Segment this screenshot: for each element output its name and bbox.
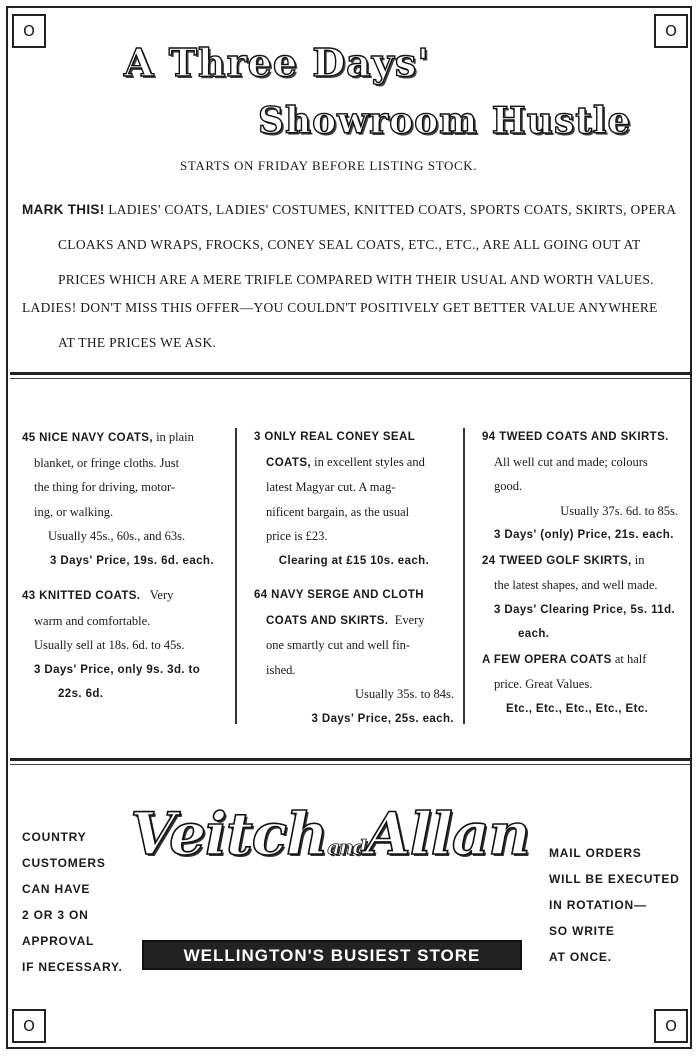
knitted-coats-price-1: 3 Days' Price, only 9s. 3d. to xyxy=(34,663,201,676)
mail-line: MAIL ORDERS xyxy=(549,846,642,860)
country-line: 2 OR 3 ON xyxy=(22,908,89,922)
mail-line: SO WRITE xyxy=(549,924,615,938)
divider-rule-bottom xyxy=(10,758,690,765)
logo-script xyxy=(125,800,535,868)
coney-coats-price: Clearing at £15 10s. each. xyxy=(278,554,430,567)
corner-ornament-bottom-left: O xyxy=(12,1009,46,1043)
country-line: CAN HAVE xyxy=(22,882,91,896)
navy-coats-heading: 45 NICE NAVY COATS, xyxy=(22,432,153,444)
coney-coats-text-1: in excellent styles and xyxy=(314,454,425,469)
ladies-paragraph xyxy=(22,290,682,360)
mail-line: WILL BE EXECUTED xyxy=(549,872,680,886)
country-line: COUNTRY xyxy=(22,830,87,844)
serge-coats-text-3: ished. xyxy=(266,662,296,677)
country-line: CUSTOMERS xyxy=(22,856,106,870)
knitted-coats-heading: 43 KNITTED COATS. xyxy=(22,590,141,602)
golf-skirts-listing xyxy=(482,548,678,574)
country-line: APPROVAL xyxy=(22,934,95,948)
tweed-coats-heading: 94 TWEED COATS AND SKIRTS. xyxy=(482,431,669,443)
serge-coats-price: 3 Days' Price, 25s. each. xyxy=(311,712,454,725)
ladies-line-1: LADIES! DON'T MISS THIS OFFER—YOU COULDN'T POSITIVELY GET BETTER VALUE ANYWHERE xyxy=(22,300,658,315)
mail-line: AT ONCE. xyxy=(549,950,612,964)
knitted-coats-text-1: Very xyxy=(149,588,174,602)
logo-name-2: Allan xyxy=(365,800,530,868)
serge-coats-heading-2: COATS AND SKIRTS. xyxy=(266,614,389,627)
opera-coats-text-2: price. Great Values. xyxy=(494,677,593,691)
intro-paragraph xyxy=(22,192,682,297)
opera-coats-heading: A FEW OPERA COATS xyxy=(482,653,612,666)
golf-skirts-price-2: each. xyxy=(518,628,550,640)
coney-coats-heading-1: 3 ONLY REAL CONEY SEAL xyxy=(254,431,416,443)
store-slogan-banner: WELLINGTON'S BUSIEST STORE xyxy=(142,940,522,970)
logo-name-1: Veitch xyxy=(130,800,328,868)
subtitle: STARTS ON FRIDAY BEFORE LISTING STOCK. xyxy=(180,158,478,173)
navy-coats-listing xyxy=(22,425,232,451)
golf-skirts-price-1: 3 Days' Clearing Price, 5s. 11d. xyxy=(494,603,676,616)
knitted-coats-price-2: 22s. 6d. xyxy=(58,688,104,700)
golf-skirts-heading: 24 TWEED GOLF SKIRTS, xyxy=(482,554,632,567)
coney-coats-heading-2: COATS, xyxy=(266,456,311,469)
ladies-line-2: AT THE PRICES WE ASK. xyxy=(58,335,217,350)
corner-ornament-top-right: O xyxy=(654,14,688,48)
opera-coats-listing xyxy=(482,647,678,673)
mail-orders-notice xyxy=(549,840,680,970)
coney-coats-listing xyxy=(254,450,454,476)
column-3 xyxy=(482,425,678,721)
column-1 xyxy=(22,425,232,707)
navy-coats-text-3: the thing for driving, motor- xyxy=(34,480,176,494)
tweed-coats-usual: Usually 37s. 6d. to 85s. xyxy=(560,503,678,518)
logo-and: and xyxy=(327,835,366,859)
serge-coats-heading-1: 64 NAVY SERGE AND CLOTH xyxy=(254,589,425,601)
intro-line-3: PRICES WHICH ARE A MERE TRIFLE COMPARED WITH THEIR USUAL AND WORTH VALUES. xyxy=(58,272,654,287)
country-customers-notice xyxy=(22,824,123,980)
serge-coats-listing xyxy=(254,608,454,634)
intro-line-1 xyxy=(22,192,682,227)
tweed-coats-text-2: good. xyxy=(494,479,523,493)
headline-line-1: A Three Days' xyxy=(124,40,430,85)
navy-coats-price: 3 Days' Price, 19s. 6d. each. xyxy=(50,554,214,567)
knitted-coats-usual: Usually sell at 18s. 6d. to 45s. xyxy=(34,638,185,652)
etc-line: Etc., Etc., Etc., Etc., Etc. xyxy=(506,702,649,715)
column-divider-1 xyxy=(235,428,237,724)
column-2 xyxy=(254,425,454,731)
corner-ornament-top-left: O xyxy=(12,14,46,48)
serge-coats-text-2: one smartly cut and well fin- xyxy=(266,638,411,652)
country-line: IF NECESSARY. xyxy=(22,960,123,974)
golf-skirts-text-2: the latest shapes, and well made. xyxy=(494,578,658,592)
coney-coats-text-2: latest Magyar cut. A mag- xyxy=(266,480,396,494)
column-divider-2 xyxy=(463,428,465,724)
knitted-coats-text-2: warm and comfortable. xyxy=(34,613,151,628)
coney-coats-text-4: price is £23. xyxy=(266,529,328,543)
tweed-coats-price: 3 Days' (only) Price, 21s. each. xyxy=(494,529,674,541)
navy-coats-text-4: ing, or walking. xyxy=(34,504,114,519)
intro-line-1-text: LADIES' COATS, LADIES' COSTUMES, KNITTED COATS, SPORTS COATS, SKIRTS, OPERA xyxy=(108,202,677,217)
knitted-coats-listing xyxy=(22,583,232,609)
navy-coats-text-2: blanket, or fringe cloths. Just xyxy=(34,455,180,470)
serge-coats-usual: Usually 35s. to 84s. xyxy=(355,687,454,701)
headline-line-2: Showroom Hustle xyxy=(258,100,632,142)
navy-coats-usual: Usually 45s., 60s., and 63s. xyxy=(48,529,186,543)
serge-coats-text-1: Every xyxy=(394,612,425,627)
corner-ornament-bottom-right: O xyxy=(654,1009,688,1043)
coney-coats-text-3: nificent bargain, as the usual xyxy=(266,504,410,519)
intro-line-2: CLOAKS AND WRAPS, FROCKS, CONEY SEAL COATS, ETC., ETC., ARE ALL GOING OUT AT xyxy=(58,237,641,252)
intro-lead: MARK THIS! xyxy=(22,202,105,217)
divider-rule-top xyxy=(10,372,690,379)
navy-coats-text-1: in plain xyxy=(156,430,194,444)
golf-skirts-text-1: in xyxy=(634,552,645,567)
tweed-coats-text-1: All well cut and made; colours xyxy=(494,454,648,469)
mail-line: IN ROTATION— xyxy=(549,898,647,912)
opera-coats-text-1: at half xyxy=(614,651,647,666)
